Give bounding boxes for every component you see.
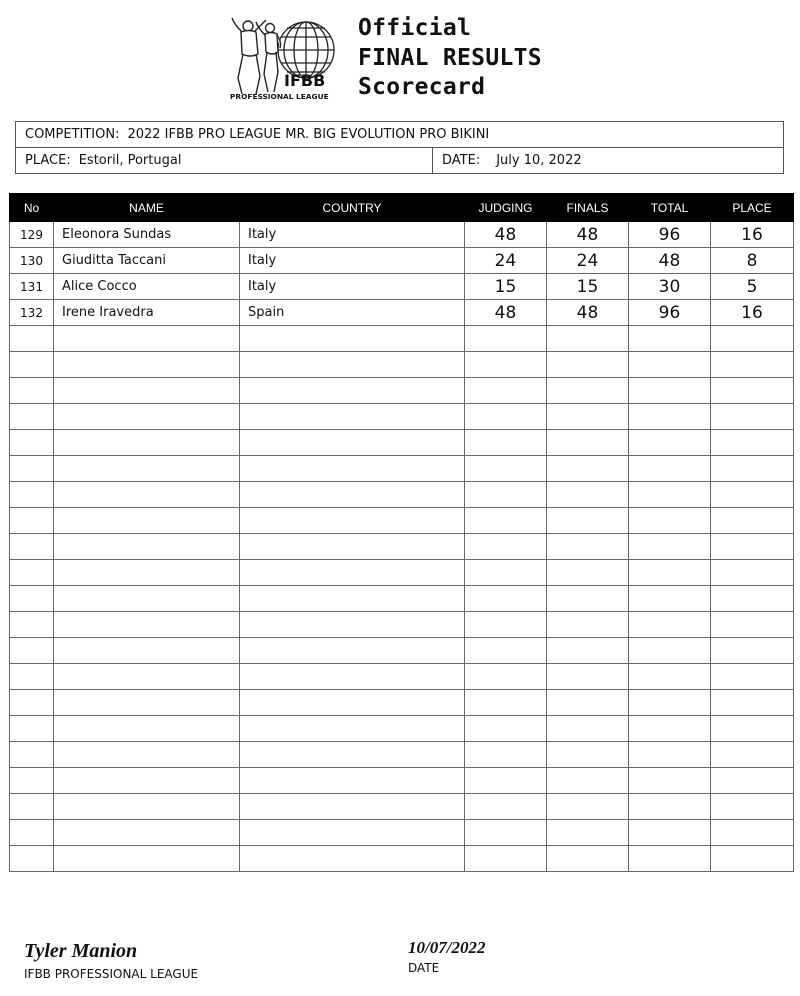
- cell-country: Italy: [240, 248, 465, 274]
- empty-cell: [10, 664, 54, 690]
- empty-cell: [465, 794, 547, 820]
- empty-cell: [10, 326, 54, 352]
- empty-cell: [54, 612, 240, 638]
- empty-cell: [629, 534, 711, 560]
- page-title: [358, 14, 542, 103]
- empty-cell: [240, 768, 465, 794]
- empty-cell: [54, 742, 240, 768]
- column-header-country: COUNTRY: [240, 194, 465, 222]
- empty-cell: [629, 716, 711, 742]
- empty-cell: [10, 482, 54, 508]
- empty-table-row: [10, 612, 794, 638]
- empty-cell: [240, 456, 465, 482]
- empty-cell: [629, 768, 711, 794]
- empty-cell: [629, 352, 711, 378]
- empty-cell: [240, 690, 465, 716]
- empty-table-row: [10, 508, 794, 534]
- empty-cell: [465, 586, 547, 612]
- globe-icon: [278, 22, 334, 78]
- cell-total: 48: [629, 248, 711, 274]
- cell-finals: 24: [547, 248, 629, 274]
- empty-cell: [465, 508, 547, 534]
- empty-cell: [711, 664, 794, 690]
- empty-cell: [240, 378, 465, 404]
- signature-organization: IFBB PROFESSIONAL LEAGUE: [24, 967, 199, 981]
- empty-table-row: [10, 690, 794, 716]
- empty-cell: [547, 716, 629, 742]
- cell-country: Spain: [240, 300, 465, 326]
- column-header-total: TOTAL: [629, 194, 711, 222]
- empty-table-row: [10, 404, 794, 430]
- empty-cell: [54, 690, 240, 716]
- empty-cell: [711, 716, 794, 742]
- empty-cell: [465, 560, 547, 586]
- empty-table-row: [10, 560, 794, 586]
- empty-cell: [10, 638, 54, 664]
- empty-cell: [629, 690, 711, 716]
- empty-cell: [240, 586, 465, 612]
- empty-table-row: [10, 768, 794, 794]
- cell-name: Giuditta Taccani: [54, 248, 240, 274]
- cell-total: 96: [629, 222, 711, 248]
- title-line-3: Scorecard: [358, 74, 486, 100]
- empty-cell: [547, 560, 629, 586]
- empty-cell: [465, 378, 547, 404]
- empty-cell: [54, 716, 240, 742]
- empty-table-row: [10, 716, 794, 742]
- empty-cell: [10, 534, 54, 560]
- empty-cell: [54, 482, 240, 508]
- empty-cell: [711, 742, 794, 768]
- competition-value: 2022 IFBB PRO LEAGUE MR. BIG EVOLUTION PRO BIKINI: [127, 127, 490, 142]
- place-date-row: [16, 147, 783, 173]
- table-row: [10, 300, 794, 326]
- empty-cell: [240, 638, 465, 664]
- empty-table-row: [10, 664, 794, 690]
- column-header-judging: JUDGING: [465, 194, 547, 222]
- empty-cell: [240, 846, 465, 872]
- cell-no: 129: [10, 222, 54, 248]
- competition-info-box: [15, 121, 784, 174]
- empty-cell: [629, 456, 711, 482]
- cell-total: 30: [629, 274, 711, 300]
- empty-cell: [10, 820, 54, 846]
- empty-table-row: [10, 638, 794, 664]
- empty-cell: [465, 846, 547, 872]
- empty-cell: [465, 404, 547, 430]
- empty-cell: [711, 482, 794, 508]
- cell-judging: 48: [465, 300, 547, 326]
- empty-cell: [10, 846, 54, 872]
- empty-cell: [629, 638, 711, 664]
- empty-cell: [240, 482, 465, 508]
- empty-cell: [547, 742, 629, 768]
- empty-cell: [547, 612, 629, 638]
- empty-cell: [547, 690, 629, 716]
- empty-cell: [240, 326, 465, 352]
- cell-name: Alice Cocco: [54, 274, 240, 300]
- empty-table-row: [10, 586, 794, 612]
- column-header-name: NAME: [54, 194, 240, 222]
- empty-cell: [629, 404, 711, 430]
- empty-cell: [629, 794, 711, 820]
- empty-cell: [547, 638, 629, 664]
- empty-cell: [711, 690, 794, 716]
- empty-cell: [629, 586, 711, 612]
- empty-cell: [240, 430, 465, 456]
- empty-cell: [10, 690, 54, 716]
- empty-cell: [54, 378, 240, 404]
- column-header-finals: FINALS: [547, 194, 629, 222]
- empty-cell: [54, 820, 240, 846]
- empty-cell: [711, 326, 794, 352]
- empty-cell: [10, 794, 54, 820]
- empty-cell: [547, 352, 629, 378]
- empty-table-row: [10, 456, 794, 482]
- place-value: Estoril, Portugal: [78, 153, 182, 168]
- signed-date-label: DATE: [408, 961, 440, 975]
- empty-cell: [711, 534, 794, 560]
- empty-cell: [547, 404, 629, 430]
- cell-place: 16: [711, 222, 794, 248]
- empty-cell: [54, 326, 240, 352]
- table-row: [10, 248, 794, 274]
- empty-cell: [547, 586, 629, 612]
- empty-cell: [54, 664, 240, 690]
- column-header-no: No: [10, 194, 54, 222]
- empty-cell: [240, 508, 465, 534]
- empty-table-row: [10, 378, 794, 404]
- empty-table-row: [10, 326, 794, 352]
- cell-place: 16: [711, 300, 794, 326]
- empty-cell: [711, 508, 794, 534]
- column-header-place: PLACE: [711, 194, 794, 222]
- empty-cell: [240, 820, 465, 846]
- empty-cell: [711, 456, 794, 482]
- ifbb-logo: [228, 16, 350, 102]
- results-table: [9, 193, 794, 872]
- empty-cell: [629, 612, 711, 638]
- cell-judging: 15: [465, 274, 547, 300]
- empty-cell: [711, 586, 794, 612]
- empty-cell: [547, 664, 629, 690]
- table-header-row: [10, 194, 794, 222]
- empty-cell: [629, 560, 711, 586]
- empty-cell: [10, 456, 54, 482]
- cell-name: Irene Iravedra: [54, 300, 240, 326]
- empty-cell: [54, 508, 240, 534]
- empty-cell: [465, 612, 547, 638]
- cell-no: 131: [10, 274, 54, 300]
- empty-cell: [465, 534, 547, 560]
- empty-cell: [547, 820, 629, 846]
- empty-cell: [465, 352, 547, 378]
- empty-cell: [629, 846, 711, 872]
- cell-no: 130: [10, 248, 54, 274]
- empty-cell: [10, 586, 54, 612]
- logo-text: IFBB: [284, 71, 326, 90]
- empty-cell: [54, 846, 240, 872]
- empty-cell: [240, 716, 465, 742]
- signed-date: 10/07/2022: [408, 938, 486, 957]
- empty-cell: [54, 638, 240, 664]
- empty-cell: [629, 820, 711, 846]
- empty-table-row: [10, 742, 794, 768]
- title-line-1: Official: [358, 15, 472, 41]
- empty-cell: [629, 664, 711, 690]
- cell-finals: 48: [547, 300, 629, 326]
- empty-cell: [10, 560, 54, 586]
- empty-cell: [465, 820, 547, 846]
- empty-cell: [10, 404, 54, 430]
- cell-country: Italy: [240, 222, 465, 248]
- empty-cell: [54, 586, 240, 612]
- empty-cell: [240, 560, 465, 586]
- empty-cell: [10, 612, 54, 638]
- athlete-figures-icon: [232, 18, 281, 94]
- empty-table-row: [10, 534, 794, 560]
- empty-table-row: [10, 820, 794, 846]
- empty-cell: [465, 768, 547, 794]
- empty-table-row: [10, 794, 794, 820]
- title-line-2: FINAL RESULTS: [358, 44, 542, 71]
- empty-cell: [465, 326, 547, 352]
- empty-cell: [465, 664, 547, 690]
- place-label: PLACE:: [25, 153, 71, 168]
- empty-table-row: [10, 352, 794, 378]
- cell-no: 132: [10, 300, 54, 326]
- empty-cell: [465, 482, 547, 508]
- empty-cell: [547, 456, 629, 482]
- empty-cell: [547, 508, 629, 534]
- date-value: July 10, 2022: [496, 153, 582, 168]
- empty-cell: [240, 794, 465, 820]
- empty-cell: [547, 534, 629, 560]
- empty-cell: [240, 534, 465, 560]
- empty-cell: [10, 768, 54, 794]
- empty-cell: [465, 742, 547, 768]
- judge-signature: Tyler Manion: [24, 940, 138, 962]
- empty-cell: [711, 768, 794, 794]
- empty-cell: [711, 846, 794, 872]
- empty-cell: [711, 430, 794, 456]
- empty-cell: [629, 742, 711, 768]
- table-row: [10, 274, 794, 300]
- empty-cell: [711, 794, 794, 820]
- empty-cell: [10, 508, 54, 534]
- empty-cell: [10, 430, 54, 456]
- empty-cell: [547, 794, 629, 820]
- empty-cell: [240, 612, 465, 638]
- empty-cell: [711, 404, 794, 430]
- empty-cell: [465, 716, 547, 742]
- competition-row: [16, 122, 783, 147]
- empty-cell: [711, 378, 794, 404]
- empty-cell: [547, 768, 629, 794]
- date-label: DATE:: [442, 153, 481, 168]
- empty-cell: [54, 768, 240, 794]
- empty-table-row: [10, 482, 794, 508]
- logo-subtext: PROFESSIONAL LEAGUE: [230, 92, 329, 101]
- empty-cell: [10, 716, 54, 742]
- empty-cell: [54, 430, 240, 456]
- empty-cell: [711, 560, 794, 586]
- empty-cell: [547, 482, 629, 508]
- empty-cell: [629, 430, 711, 456]
- empty-cell: [465, 430, 547, 456]
- cell-place: 5: [711, 274, 794, 300]
- empty-cell: [10, 352, 54, 378]
- empty-cell: [711, 638, 794, 664]
- empty-cell: [547, 326, 629, 352]
- empty-cell: [10, 742, 54, 768]
- empty-cell: [54, 794, 240, 820]
- cell-judging: 48: [465, 222, 547, 248]
- empty-cell: [54, 456, 240, 482]
- empty-cell: [629, 378, 711, 404]
- empty-cell: [465, 456, 547, 482]
- empty-cell: [465, 690, 547, 716]
- empty-cell: [629, 326, 711, 352]
- empty-cell: [54, 560, 240, 586]
- empty-cell: [629, 482, 711, 508]
- cell-finals: 48: [547, 222, 629, 248]
- cell-place: 8: [711, 248, 794, 274]
- empty-cell: [547, 430, 629, 456]
- competition-label: COMPETITION:: [25, 127, 120, 142]
- empty-cell: [629, 508, 711, 534]
- empty-cell: [240, 404, 465, 430]
- empty-cell: [10, 378, 54, 404]
- empty-cell: [547, 846, 629, 872]
- empty-cell: [547, 378, 629, 404]
- table-row: [10, 222, 794, 248]
- cell-total: 96: [629, 300, 711, 326]
- empty-cell: [54, 352, 240, 378]
- cell-finals: 15: [547, 274, 629, 300]
- empty-cell: [54, 404, 240, 430]
- empty-cell: [240, 664, 465, 690]
- cell-judging: 24: [465, 248, 547, 274]
- empty-cell: [240, 742, 465, 768]
- cell-name: Eleonora Sundas: [54, 222, 240, 248]
- empty-cell: [54, 534, 240, 560]
- empty-cell: [465, 638, 547, 664]
- empty-table-row: [10, 430, 794, 456]
- empty-cell: [711, 612, 794, 638]
- empty-cell: [711, 820, 794, 846]
- empty-table-row: [10, 846, 794, 872]
- cell-country: Italy: [240, 274, 465, 300]
- empty-cell: [240, 352, 465, 378]
- empty-cell: [711, 352, 794, 378]
